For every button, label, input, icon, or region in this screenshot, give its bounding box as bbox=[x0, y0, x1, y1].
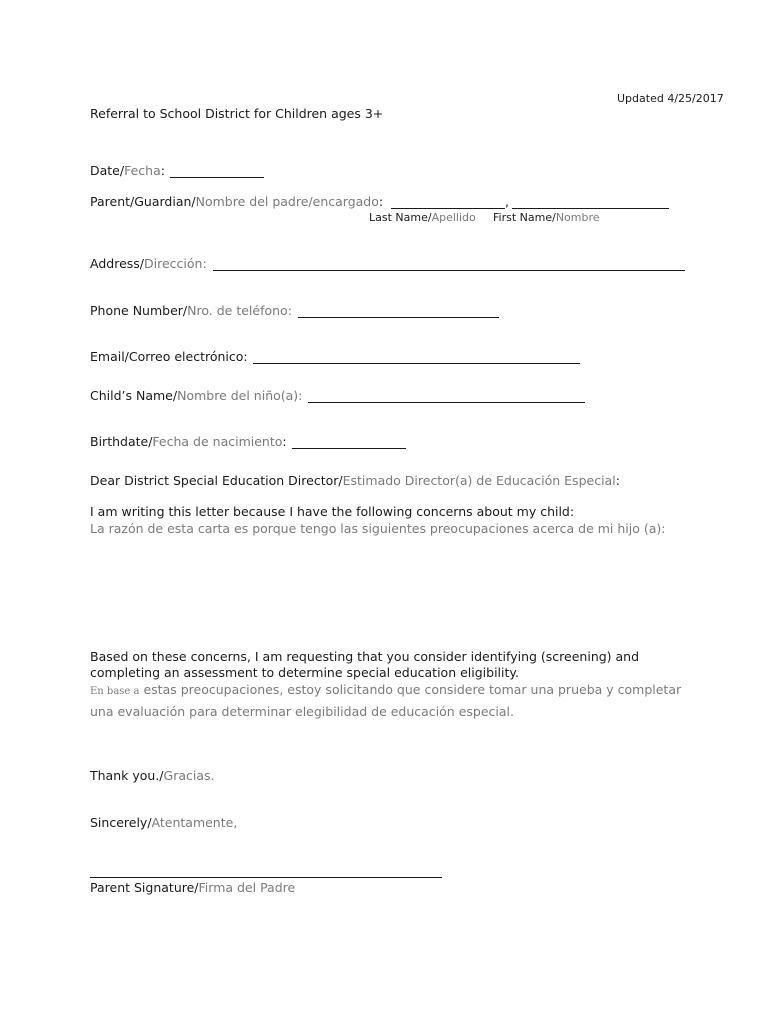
email-label: Email/Correo electrónico: bbox=[90, 349, 248, 364]
request-en-line-2: completing an assessment to determine special education eligibility. bbox=[90, 665, 519, 680]
closing-es: Atentamente, bbox=[151, 815, 238, 830]
signature-label-es: Firma del Padre bbox=[198, 880, 296, 895]
updated-date: Updated 4/25/2017 bbox=[617, 92, 724, 105]
last-name-caption-en: Last Name bbox=[369, 211, 428, 224]
date-label-es: Fecha bbox=[124, 163, 161, 178]
child-name-label-es: Nombre del niño(a): bbox=[177, 388, 303, 403]
signature-label bbox=[90, 880, 295, 896]
parent-label-en: Parent/Guardian bbox=[90, 194, 192, 209]
closing-en: Sincerely/ bbox=[90, 815, 152, 830]
address-label: Address/Dirección: bbox=[90, 256, 207, 271]
last-name-caption: Last Name/Apellido bbox=[369, 211, 476, 224]
parent-label: Parent/Guardian/Nombre del padre/encargado: bbox=[90, 194, 384, 209]
birthdate-label-es: Fecha de nacimiento bbox=[152, 434, 283, 449]
child-name-label-en: Child’s Name bbox=[90, 388, 173, 403]
salutation-es: Estimado Director(a) de Educación Especial bbox=[342, 473, 616, 488]
parent-label-colon: : bbox=[378, 194, 384, 209]
first-name-caption: First Name/Nombre bbox=[493, 211, 600, 224]
birthdate-label-colon: : bbox=[282, 434, 287, 449]
date-label-colon: : bbox=[160, 163, 165, 178]
child-name-field[interactable] bbox=[308, 402, 585, 403]
last-name-caption-es: Apellido bbox=[431, 211, 476, 224]
form-title: Referral to School District for Children ages 3+ bbox=[90, 106, 384, 121]
birthdate-label-en: Birthdate bbox=[90, 434, 149, 449]
parent-first-name-field[interactable] bbox=[512, 208, 669, 209]
closing bbox=[90, 815, 237, 831]
parent-label-es: Nombre del padre/encargado bbox=[195, 194, 379, 209]
date-label: Date/Fecha: bbox=[90, 163, 165, 178]
address-label-en: Address bbox=[90, 256, 140, 271]
parent-name-comma: , bbox=[505, 194, 509, 209]
first-name-caption-en: First Name bbox=[493, 211, 553, 224]
concerns-es: La razón de esta carta es porque tengo las siguientes preocupaciones acerca de mi hijo (a): bbox=[90, 521, 666, 536]
phone-label: Phone Number/Nro. de teléfono: bbox=[90, 303, 292, 318]
birthdate-label: Birthdate/Fecha de nacimiento: bbox=[90, 434, 287, 449]
signature-line[interactable] bbox=[90, 877, 442, 878]
child-name-label: Child’s Name/Nombre del niño(a): bbox=[90, 388, 303, 403]
address-field[interactable] bbox=[213, 270, 685, 271]
request-es-prefix: En base a bbox=[90, 686, 140, 697]
first-name-caption-es: Nombre bbox=[555, 211, 600, 224]
parent-last-name-field[interactable] bbox=[391, 208, 505, 209]
thank-you bbox=[90, 768, 215, 784]
birthdate-field[interactable] bbox=[292, 448, 406, 449]
thank-you-es: Gracias. bbox=[163, 768, 215, 783]
email-field[interactable] bbox=[253, 363, 580, 364]
request-es-line-1-text: estas preocupaciones, estoy solicitando que considere tomar una prueba y completar bbox=[143, 682, 682, 697]
phone-label-en: Phone Number bbox=[90, 303, 183, 318]
phone-label-es: Nro. de teléfono: bbox=[187, 303, 292, 318]
request-es-line-1 bbox=[90, 682, 681, 700]
signature-label-en: Parent Signature/ bbox=[90, 880, 199, 895]
request-es-line-2: una evaluación para determinar elegibilidad de educación especial. bbox=[90, 704, 514, 719]
date-label-en: Date bbox=[90, 163, 120, 178]
phone-field[interactable] bbox=[298, 317, 499, 318]
address-label-es: Dirección: bbox=[144, 256, 207, 271]
request-en-line-1: Based on these concerns, I am requesting that you consider identifying (screening) and bbox=[90, 649, 640, 664]
salutation: Dear District Special Education Director/Estimado Director(a) de Educación Especial: bbox=[90, 473, 620, 488]
salutation-en: Dear District Special Education Director bbox=[90, 473, 339, 488]
concerns-en: I am writing this letter because I have the following concerns about my child: bbox=[90, 504, 575, 519]
salutation-colon: : bbox=[615, 473, 620, 488]
thank-you-en: Thank you./ bbox=[90, 768, 164, 783]
date-field[interactable] bbox=[170, 177, 264, 178]
